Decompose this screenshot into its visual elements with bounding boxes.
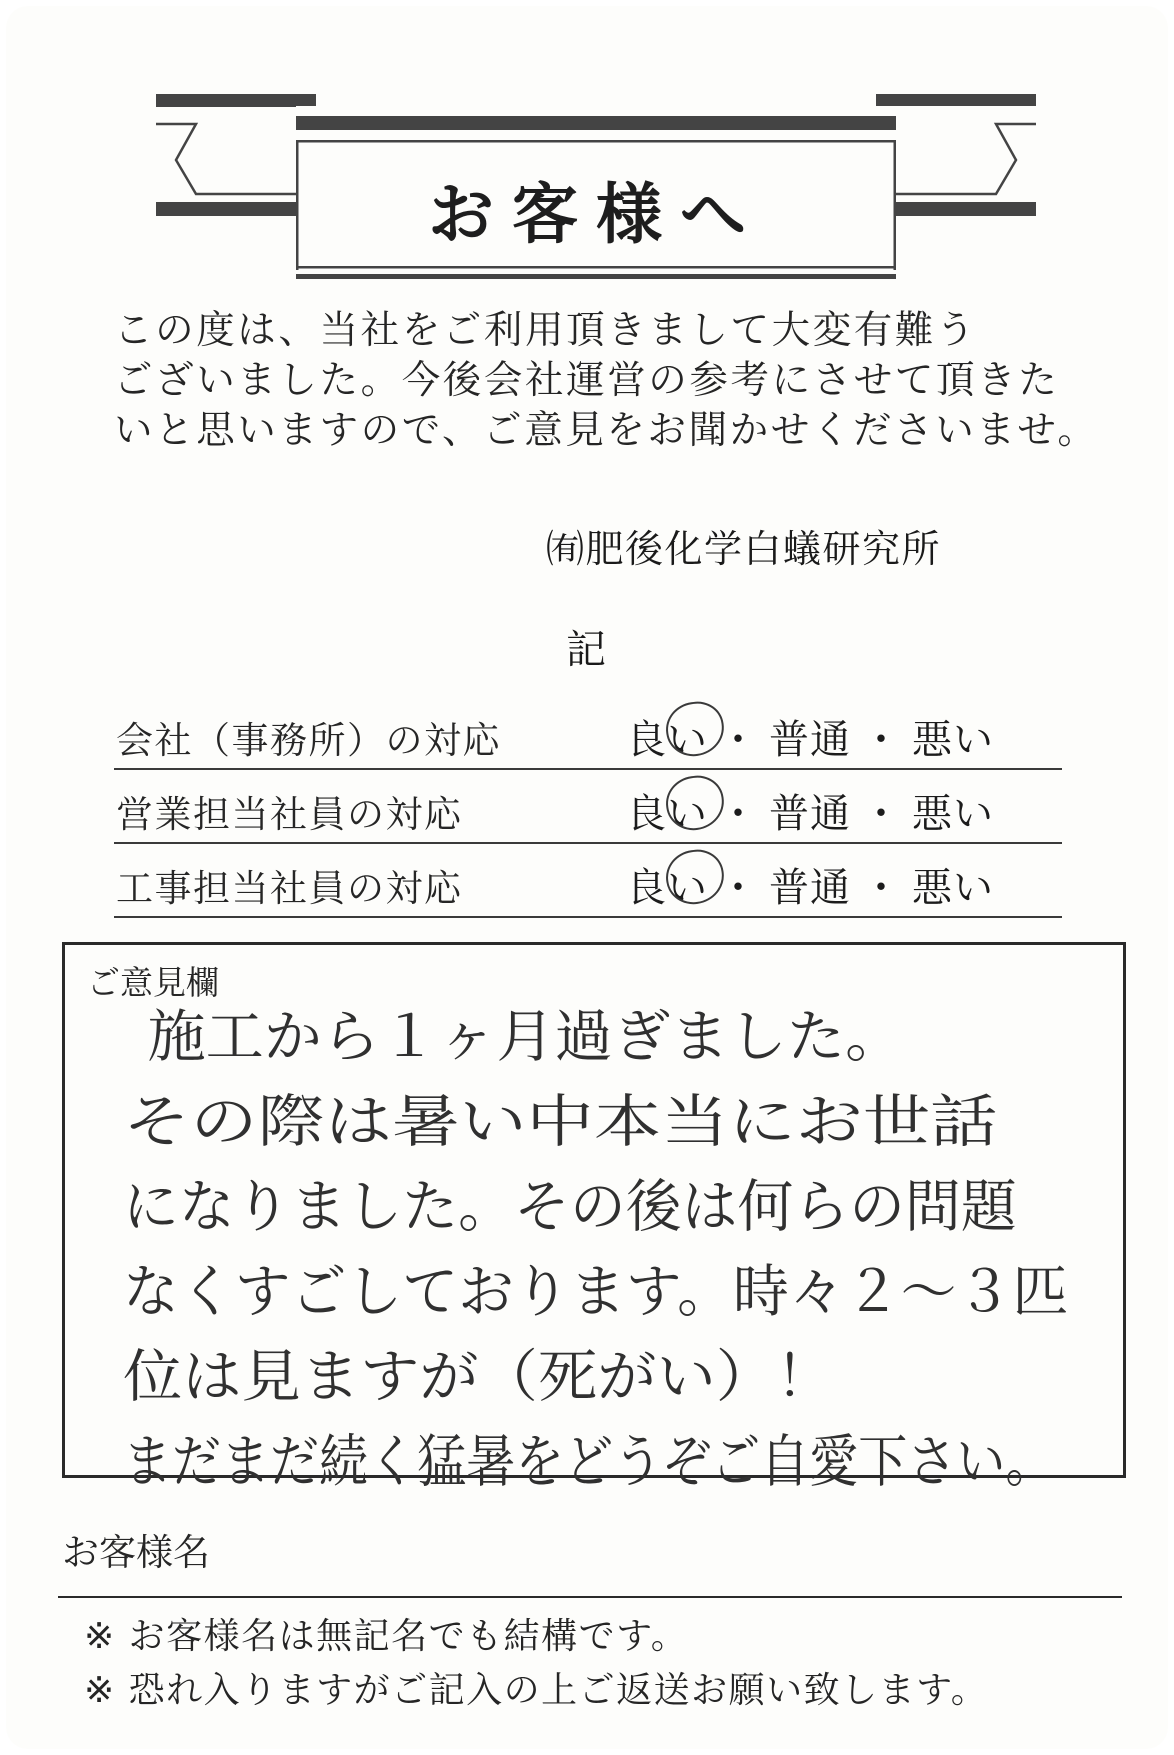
handwritten-comment xyxy=(123,995,1133,1505)
page-title: お客様へ xyxy=(428,174,764,253)
rating-label: 工事担当社員の対応 xyxy=(116,867,463,910)
option-normal[interactable]: 普通 xyxy=(769,865,851,911)
rating-label: 会社（事務所）の対応 xyxy=(116,719,501,762)
intro-line: いと思いますので、ご意見をお聞かせくださいませ。 xyxy=(114,408,1099,453)
handwritten-line: なくすごしております。時々２〜３匹 xyxy=(123,1259,1069,1325)
option-normal[interactable]: 普通 xyxy=(769,791,851,837)
intro-line: この度は、当社をご利用頂きまして大変有難う xyxy=(114,308,978,353)
rating-options xyxy=(626,708,994,765)
option-bad[interactable]: 悪い xyxy=(912,865,994,911)
handwritten-line: まだまだ続く猛暑をどうぞご自愛下さい。 xyxy=(123,1429,1055,1495)
option-good[interactable]: 良い xyxy=(626,708,708,765)
rating-options xyxy=(626,856,994,913)
rating-row-construction xyxy=(114,844,1062,918)
separator: ・ xyxy=(718,865,759,911)
customer-name-label: お客様名 xyxy=(62,1531,210,1574)
customer-name-line[interactable] xyxy=(58,1596,1122,1598)
handwritten-line: 位は見ますが（死がい）！ xyxy=(123,1344,835,1410)
handwritten-line: その際は暑い中本当にお世話 xyxy=(123,1089,998,1155)
rating-options xyxy=(626,782,994,839)
intro-paragraph xyxy=(114,306,1099,456)
footnote: ※ お客様名は無記名でも結構です。 xyxy=(84,1616,689,1657)
separator: ・ xyxy=(718,717,759,763)
company-name: ㈲肥後化学白蟻研究所 xyxy=(546,527,942,571)
separator: ・ xyxy=(861,717,902,763)
rating-label: 営業担当社員の対応 xyxy=(116,793,463,836)
separator: ・ xyxy=(861,865,902,911)
separator: ・ xyxy=(718,791,759,837)
handwritten-line: になりました。その後は何らの問題 xyxy=(123,1174,1017,1240)
opinion-label: ご意見欄 xyxy=(87,963,219,1002)
opinion-box[interactable] xyxy=(62,942,1126,1495)
option-good[interactable]: 良い xyxy=(626,856,708,913)
option-bad[interactable]: 悪い xyxy=(912,791,994,837)
rating-row-company xyxy=(114,696,1062,770)
footnotes xyxy=(84,1610,988,1718)
option-normal[interactable]: 普通 xyxy=(769,717,851,763)
ki-heading: 記 xyxy=(566,627,606,673)
separator: ・ xyxy=(861,791,902,837)
title-banner xyxy=(156,94,1036,279)
option-bad[interactable]: 悪い xyxy=(912,717,994,763)
survey-card xyxy=(6,6,1168,1749)
handwritten-line: 施工から１ヶ月過ぎました。 xyxy=(147,1004,904,1070)
footnote: ※ 恐れ入りますがご記入の上ご返送お願い致します。 xyxy=(84,1670,989,1711)
rating-row-sales xyxy=(114,770,1062,844)
intro-line: ございました。今後会社運営の参考にさせて頂きた xyxy=(114,358,1060,403)
option-good[interactable]: 良い xyxy=(626,782,708,839)
